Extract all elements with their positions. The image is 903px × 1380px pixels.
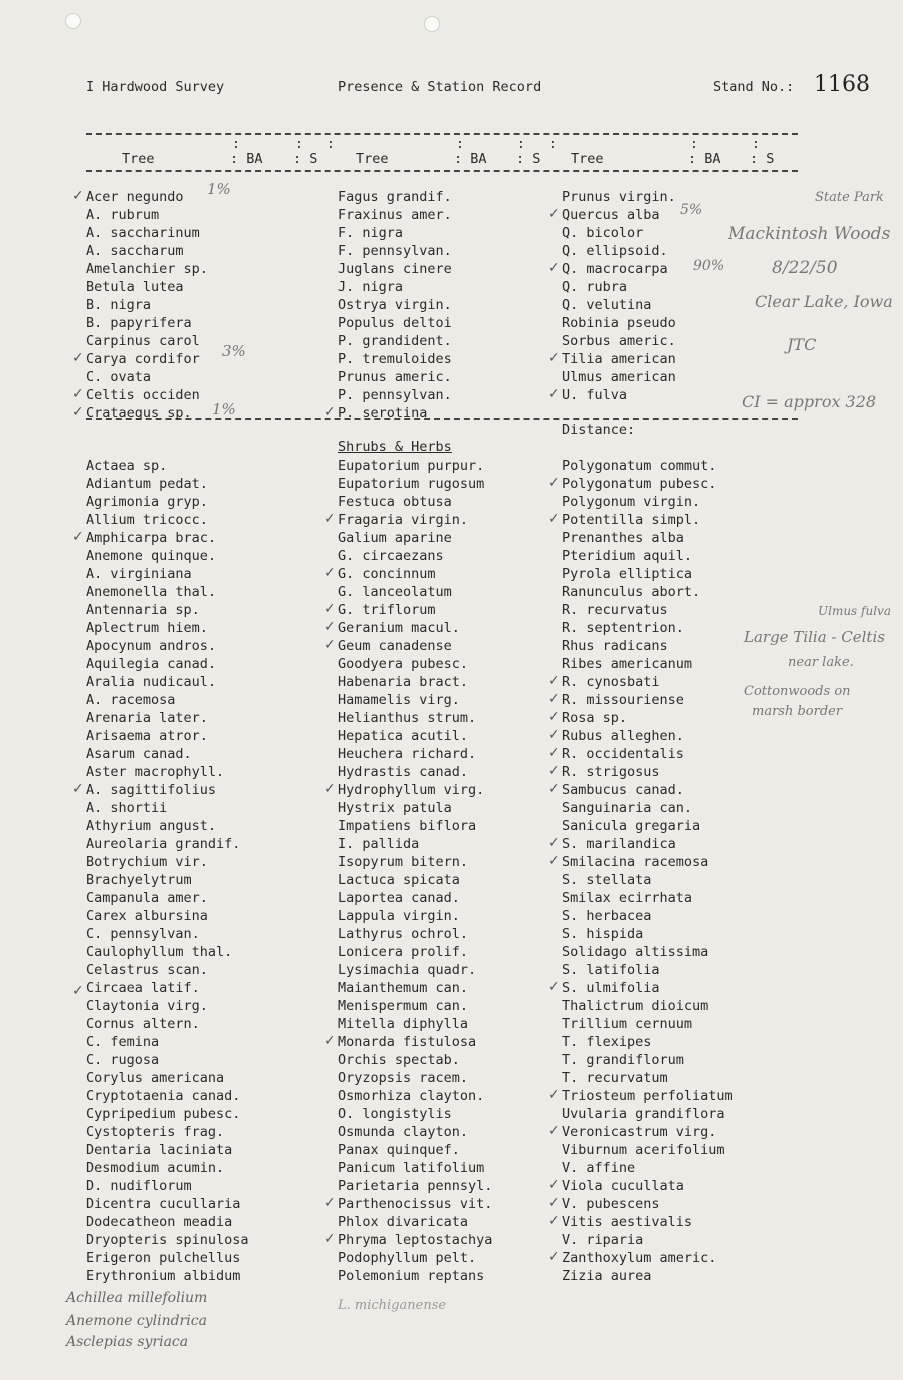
separator: : [752, 137, 760, 152]
species-entry: Brachyelytrum [86, 872, 192, 888]
species-entry: Q. ellipsoid. [562, 243, 668, 259]
species-entry: Allium tricocc. [86, 512, 208, 528]
note-ci: CI = approx 328 [742, 392, 877, 411]
species-entry: V. pubescens [562, 1196, 660, 1212]
species-entry: Dentaria laciniata [86, 1142, 233, 1158]
species-entry: Heuchera richard. [338, 746, 477, 762]
species-entry: T. flexipes [562, 1034, 652, 1050]
species-entry: Celastrus scan. [86, 962, 208, 978]
check-icon: ✓ [72, 350, 84, 366]
species-entry: S. ulmifolia [562, 980, 660, 996]
check-icon: ✓ [548, 763, 560, 779]
punch-hole [65, 13, 81, 29]
species-entry: A. rubrum [86, 207, 160, 223]
record-title: Presence & Station Record [338, 79, 542, 95]
species-entry: Robinia pseudo [562, 315, 676, 331]
check-icon: ✓ [548, 1123, 560, 1139]
handwritten-addition-4: L. michiganense [338, 1298, 447, 1313]
species-entry: Orchis spectab. [338, 1052, 460, 1068]
species-entry: Celtis occiden [86, 387, 200, 403]
species-entry: Zizia aurea [562, 1268, 652, 1284]
species-entry: T. grandiflorum [562, 1052, 684, 1068]
species-entry: Hamamelis virg. [338, 692, 460, 708]
herb-list-1 [86, 457, 249, 1285]
species-entry: O. longistylis [338, 1106, 452, 1122]
header-s-1: : S [293, 151, 318, 167]
species-entry: Cryptotaenia canad. [86, 1088, 241, 1104]
species-entry: Aralia nudicaul. [86, 674, 217, 690]
separator: : [456, 137, 464, 152]
species-entry: A. saccharum [86, 243, 184, 259]
percent-macrocarpa: 90% [693, 258, 725, 274]
species-entry: Osmunda clayton. [338, 1124, 469, 1140]
species-entry: Carex albursina [86, 908, 208, 924]
species-entry: Aureolaria grandif. [86, 836, 241, 852]
check-icon: ✓ [548, 511, 560, 527]
note-location: Clear Lake, Iowa [755, 292, 893, 311]
species-entry: Populus deltoi [338, 315, 452, 331]
species-entry: Sambucus canad. [562, 782, 684, 798]
rule-header [86, 170, 798, 172]
check-icon: ✓ [548, 350, 560, 366]
percent-acer: 1% [207, 180, 231, 198]
species-entry: Smilacina racemosa [562, 854, 709, 870]
header-ba-2: : BA [454, 151, 487, 167]
note-4: Cottonwoods on [744, 684, 851, 699]
note-woods: Mackintosh Woods [728, 224, 891, 244]
header-tree-3: Tree [571, 151, 604, 167]
note-2: Large Tilia - Celtis [744, 628, 885, 646]
check-icon: ✓ [548, 853, 560, 869]
species-entry: Ranunculus abort. [562, 584, 701, 600]
check-icon: ✓ [324, 1033, 336, 1049]
species-entry: Polygonum virgin. [562, 494, 701, 510]
header-ba-1: : BA [230, 151, 263, 167]
tree-list-1 [86, 188, 208, 422]
header-s-3: : S [750, 151, 775, 167]
species-entry: Eupatorium rugosum [338, 476, 485, 492]
note-date: 8/22/50 [772, 258, 838, 278]
species-entry: Panax quinquef. [338, 1142, 460, 1158]
check-icon: ✓ [548, 727, 560, 743]
check-icon: ✓ [548, 206, 560, 222]
check-icon: ✓ [548, 475, 560, 491]
species-entry: Antennaria sp. [86, 602, 200, 618]
species-entry: Galium aparine [338, 530, 452, 546]
species-entry: Anemone quinque. [86, 548, 217, 564]
species-entry: Monarda fistulosa [338, 1034, 477, 1050]
species-entry: Rubus alleghen. [562, 728, 684, 744]
species-entry: Laportea canad. [338, 890, 460, 906]
species-entry: Helianthus strum. [338, 710, 477, 726]
check-icon: ✓ [72, 188, 84, 204]
species-entry: Osmorhiza clayton. [338, 1088, 485, 1104]
check-icon: ✓ [548, 260, 560, 276]
separator: : [232, 137, 240, 152]
handwritten-addition-3: Asclepias syriaca [66, 1334, 189, 1350]
species-entry: Lathyrus ochrol. [338, 926, 469, 942]
herb-list-2 [338, 457, 492, 1285]
species-entry: Crataegus sp. [86, 405, 192, 421]
species-entry: Aster macrophyll. [86, 764, 225, 780]
header-ba-3: : BA [688, 151, 721, 167]
separator: : [549, 137, 557, 152]
species-entry: Polemonium reptans [338, 1268, 485, 1284]
species-entry: Mitella diphylla [338, 1016, 469, 1032]
check-icon: ✓ [324, 601, 336, 617]
herb-list-3 [562, 457, 733, 1285]
species-entry: Habenaria bract. [338, 674, 469, 690]
species-entry: Juglans cinere [338, 261, 452, 277]
species-entry: Phryma leptostachya [338, 1232, 493, 1248]
check-icon: ✓ [72, 529, 84, 545]
species-entry: Sorbus americ. [562, 333, 676, 349]
species-entry: P. grandident. [338, 333, 452, 349]
check-icon: ✓ [548, 1213, 560, 1229]
species-entry: Cystopteris frag. [86, 1124, 225, 1140]
check-icon: ✓ [548, 979, 560, 995]
check-icon: ✓ [548, 1249, 560, 1265]
species-entry: Prunus virgin. [562, 189, 676, 205]
species-entry: Isopyrum bitern. [338, 854, 469, 870]
check-icon: ✓ [548, 673, 560, 689]
species-entry: Phlox divaricata [338, 1214, 469, 1230]
species-entry: S. hispida [562, 926, 644, 942]
header-s-2: : S [516, 151, 541, 167]
species-entry: B. nigra [86, 297, 152, 313]
species-entry: Viburnum acerifolium [562, 1142, 725, 1158]
percent-carya: 3% [222, 342, 246, 360]
species-entry: A. shortii [86, 800, 168, 816]
species-entry: P. tremuloides [338, 351, 452, 367]
check-icon: ✓ [548, 781, 560, 797]
species-entry: Cornus altern. [86, 1016, 200, 1032]
species-entry: Erythronium albidum [86, 1268, 241, 1284]
separator: : [517, 137, 525, 152]
species-entry: Parietaria pennsyl. [338, 1178, 493, 1194]
check-icon: ✓ [72, 983, 84, 999]
species-entry: Ostrya virgin. [338, 297, 452, 313]
species-entry: Carpinus carol [86, 333, 200, 349]
species-entry: Prenanthes alba [562, 530, 684, 546]
shrubs-herbs-header: Shrubs & Herbs [338, 439, 452, 455]
check-icon: ✓ [324, 1231, 336, 1247]
percent-crataegus: 1% [212, 400, 236, 418]
species-entry: Adiantum pedat. [86, 476, 208, 492]
species-entry: Goodyera pubesc. [338, 656, 469, 672]
species-entry: Impatiens biflora [338, 818, 477, 834]
separator: : [327, 137, 335, 152]
check-icon: ✓ [548, 386, 560, 402]
species-entry: Rosa sp. [562, 710, 628, 726]
species-entry: Rhus radicans [562, 638, 668, 654]
species-entry: P. serotina [338, 405, 428, 421]
species-entry: Quercus alba [562, 207, 660, 223]
check-icon: ✓ [324, 1195, 336, 1211]
species-entry: G. triflorum [338, 602, 436, 618]
species-entry: A. saccharinum [86, 225, 200, 241]
species-entry: U. fulva [562, 387, 628, 403]
species-entry: Desmodium acumin. [86, 1160, 225, 1176]
species-entry: C. ovata [86, 369, 152, 385]
check-icon: ✓ [324, 637, 336, 653]
species-entry: Botrychium vir. [86, 854, 208, 870]
species-entry: Uvularia grandiflora [562, 1106, 725, 1122]
species-entry: Veronicastrum virg. [562, 1124, 717, 1140]
note-5: marsh border [752, 704, 843, 719]
species-entry: R. septentrion. [562, 620, 684, 636]
species-entry: J. nigra [338, 279, 404, 295]
check-icon: ✓ [548, 691, 560, 707]
species-entry: G. circaezans [338, 548, 444, 564]
distance-label: Distance: [562, 422, 636, 438]
survey-title: I Hardwood Survey [86, 79, 225, 95]
species-entry: Hystrix patula [338, 800, 452, 816]
note-1: Ulmus fulva [818, 604, 891, 618]
species-entry: Aplectrum hiem. [86, 620, 208, 636]
species-entry: B. papyrifera [86, 315, 192, 331]
species-entry: Polygonatum commut. [562, 458, 717, 474]
check-icon: ✓ [548, 1177, 560, 1193]
check-icon: ✓ [324, 511, 336, 527]
species-entry: Dicentra cucullaria [86, 1196, 241, 1212]
species-entry: R. strigosus [562, 764, 660, 780]
species-entry: Apocynum andros. [86, 638, 217, 654]
species-entry: Maianthemum can. [338, 980, 469, 996]
species-entry: Pyrola elliptica [562, 566, 693, 582]
species-entry: Menispermum can. [338, 998, 469, 1014]
species-entry: D. nudiflorum [86, 1178, 192, 1194]
species-entry: Caulophyllum thal. [86, 944, 233, 960]
species-entry: Hepatica acutil. [338, 728, 469, 744]
species-entry: F. pennsylvan. [338, 243, 452, 259]
species-entry: Acer negundo [86, 189, 184, 205]
species-entry: Claytonia virg. [86, 998, 208, 1014]
species-entry: Vitis aestivalis [562, 1214, 693, 1230]
species-entry: Amelanchier sp. [86, 261, 208, 277]
species-entry: Prunus americ. [338, 369, 452, 385]
check-icon: ✓ [324, 404, 336, 420]
species-entry: Fagus grandif. [338, 189, 452, 205]
species-entry: P. pennsylvan. [338, 387, 452, 403]
note-3: near lake. [788, 655, 854, 670]
species-entry: Sanguinaria can. [562, 800, 693, 816]
species-entry: R. missouriense [562, 692, 684, 708]
stand-label: Stand No.: [713, 79, 795, 95]
species-entry: I. pallida [338, 836, 420, 852]
species-entry: Lonicera prolif. [338, 944, 469, 960]
species-entry: S. marilandica [562, 836, 676, 852]
species-entry: Q. velutina [562, 297, 652, 313]
species-entry: Betula lutea [86, 279, 184, 295]
check-icon: ✓ [548, 745, 560, 761]
species-entry: Pteridium aquil. [562, 548, 693, 564]
species-entry: Potentilla simpl. [562, 512, 701, 528]
note-initials: JTC [787, 335, 817, 354]
species-entry: Podophyllum pelt. [338, 1250, 477, 1266]
species-entry: Amphicarpa brac. [86, 530, 217, 546]
tree-list-3 [562, 188, 676, 404]
species-entry: Arisaema atror. [86, 728, 208, 744]
species-entry: Lactuca spicata [338, 872, 460, 888]
species-entry: Aquilegia canad. [86, 656, 217, 672]
species-entry: Corylus americana [86, 1070, 225, 1086]
species-entry: V. riparia [562, 1232, 644, 1248]
species-entry: Ulmus american [562, 369, 676, 385]
header-tree-1: Tree [122, 151, 155, 167]
species-entry: Geranium macul. [338, 620, 460, 636]
check-icon: ✓ [324, 619, 336, 635]
species-entry: Oryzopsis racem. [338, 1070, 469, 1086]
check-icon: ✓ [548, 1195, 560, 1211]
species-entry: Athyrium angust. [86, 818, 217, 834]
stand-number: 1168 [814, 72, 870, 97]
species-entry: Anemonella thal. [86, 584, 217, 600]
check-icon: ✓ [324, 565, 336, 581]
note-state-park: State Park [815, 190, 884, 205]
species-entry: Dryopteris spinulosa [86, 1232, 249, 1248]
species-entry: C. femina [86, 1034, 160, 1050]
species-entry: Trillium cernuum [562, 1016, 693, 1032]
species-entry: S. latifolia [562, 962, 660, 978]
species-entry: T. recurvatum [562, 1070, 668, 1086]
species-entry: A. sagittifolius [86, 782, 217, 798]
species-entry: Q. bicolor [562, 225, 644, 241]
species-entry: Festuca obtusa [338, 494, 452, 510]
species-entry: S. stellata [562, 872, 652, 888]
species-entry: C. pennsylvan. [86, 926, 200, 942]
separator: : [295, 137, 303, 152]
punch-hole [424, 16, 440, 32]
species-entry: Fragaria virgin. [338, 512, 469, 528]
species-entry: Erigeron pulchellus [86, 1250, 241, 1266]
species-entry: C. rugosa [86, 1052, 160, 1068]
species-entry: Sanicula gregaria [562, 818, 701, 834]
rule-top [86, 133, 798, 135]
species-entry: Q. rubra [562, 279, 628, 295]
species-entry: Hydrophyllum virg. [338, 782, 485, 798]
check-icon: ✓ [72, 781, 84, 797]
species-entry: Circaea latif. [86, 980, 200, 996]
check-icon: ✓ [548, 835, 560, 851]
species-entry: Polygonatum pubesc. [562, 476, 717, 492]
header-tree-2: Tree [356, 151, 389, 167]
species-entry: R. occidentalis [562, 746, 684, 762]
species-entry: Asarum canad. [86, 746, 192, 762]
species-entry: R. recurvatus [562, 602, 668, 618]
percent-quercus-alba: 5% [680, 202, 703, 218]
species-entry: Thalictrum dioicum [562, 998, 709, 1014]
species-entry: Fraxinus amer. [338, 207, 452, 223]
check-icon: ✓ [72, 386, 84, 402]
species-entry: Cypripedium pubesc. [86, 1106, 241, 1122]
species-entry: Q. macrocarpa [562, 261, 668, 277]
check-icon: ✓ [548, 709, 560, 725]
species-entry: A. racemosa [86, 692, 176, 708]
species-entry: Ribes americanum [562, 656, 693, 672]
handwritten-addition-1: Achillea millefolium [66, 1290, 208, 1306]
check-icon: ✓ [548, 1087, 560, 1103]
handwritten-addition-2: Anemone cylindrica [66, 1313, 207, 1329]
species-entry: Tilia american [562, 351, 676, 367]
species-entry: G. lanceolatum [338, 584, 452, 600]
species-entry: Campanula amer. [86, 890, 208, 906]
species-entry: F. nigra [338, 225, 404, 241]
species-entry: Smilax ecirrhata [562, 890, 693, 906]
species-entry: Lappula virgin. [338, 908, 460, 924]
species-entry: Agrimonia gryp. [86, 494, 208, 510]
species-entry: Zanthoxylum americ. [562, 1250, 717, 1266]
species-entry: Actaea sp. [86, 458, 168, 474]
check-icon: ✓ [72, 404, 84, 420]
check-icon: ✓ [324, 781, 336, 797]
species-entry: Dodecatheon meadia [86, 1214, 233, 1230]
species-entry: Solidago altissima [562, 944, 709, 960]
species-entry: Hydrastis canad. [338, 764, 469, 780]
species-entry: Arenaria later. [86, 710, 208, 726]
species-entry: Geum canadense [338, 638, 452, 654]
tree-list-2 [338, 188, 452, 422]
species-entry: Carya cordifor [86, 351, 200, 367]
species-entry: Eupatorium purpur. [338, 458, 485, 474]
species-entry: V. affine [562, 1160, 636, 1176]
species-entry: G. concinnum [338, 566, 436, 582]
species-entry: Triosteum perfoliatum [562, 1088, 733, 1104]
species-entry: A. virginiana [86, 566, 192, 582]
species-entry: Panicum latifolium [338, 1160, 485, 1176]
separator: : [690, 137, 698, 152]
species-entry: R. cynosbati [562, 674, 660, 690]
species-entry: Lysimachia quadr. [338, 962, 477, 978]
species-entry: Parthenocissus vit. [338, 1196, 493, 1212]
species-entry: S. herbacea [562, 908, 652, 924]
species-entry: Viola cucullata [562, 1178, 684, 1194]
